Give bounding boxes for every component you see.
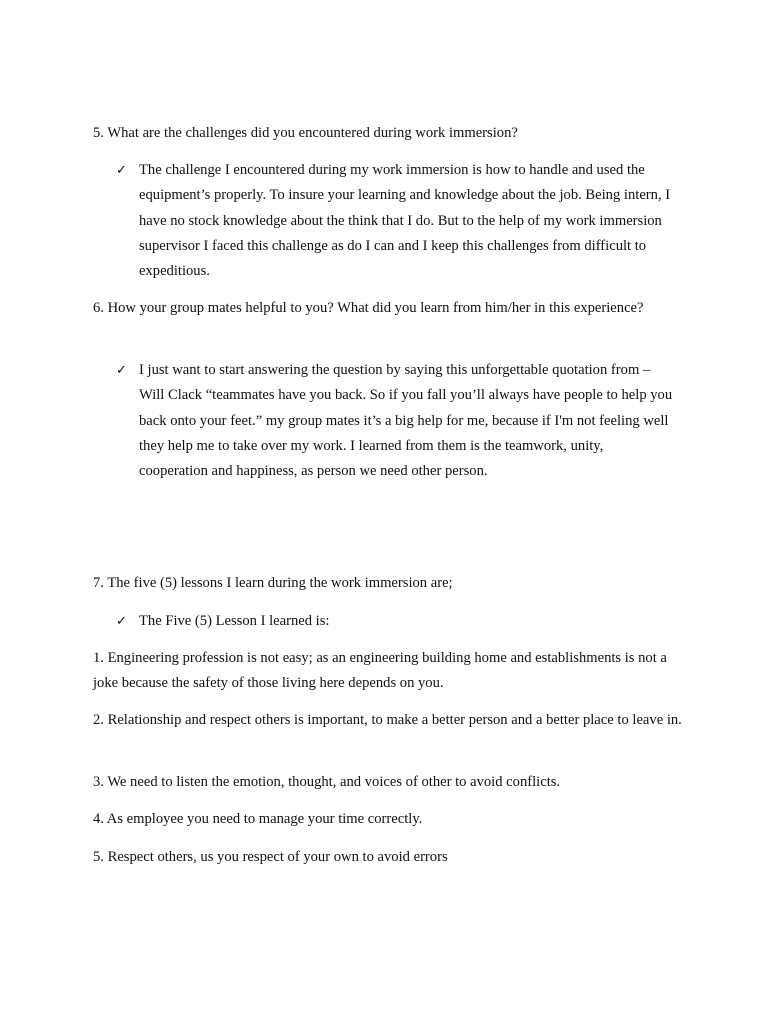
checkmark-icon: ✓	[116, 614, 127, 629]
answer-6-text: I just want to start answering the question by saying this unforgettable quotation from – Will Clack “teammates have you back. So if you fall you’ll always have people to help you back onto your feet.” my group mates it’s a big help for me, because if I'm not feeling well they help me to take over my work. I learned from them is the teamwork, unity, cooperation and happiness, as person we need other person.	[139, 362, 673, 480]
answer-7-text: The Five (5) Lesson I learned is:	[139, 613, 330, 629]
lesson-item: 2. Relationship and respect others is important, to make a better person and a better place to leave in.	[93, 712, 682, 728]
answer-5-text: The challenge I encountered during my work immersion is how to handle and used the equipment’s properly. To insure your learning and knowledge about the job. Being intern, I have no stock knowledge about the think that I do. But to the help of my work immersion supervisor I faced this challenge as do I can and I keep this challenges from difficult to expeditious.	[139, 162, 671, 280]
question-5: 5. What are the challenges did you encountered during work immersion?	[93, 125, 518, 141]
checkmark-icon: ✓	[116, 363, 127, 378]
lesson-item: 5. Respect others, us you respect of your own to avoid errors	[93, 849, 448, 865]
checkmark-icon: ✓	[116, 163, 127, 178]
question-7: 7. The five (5) lessons I learn during the work immersion are;	[93, 575, 453, 591]
question-6: 6. How your group mates helpful to you? What did you learn from him/her in this experience?	[93, 300, 644, 316]
lesson-item: 1. Engineering profession is not easy; as an engineering building home and establishments is not a joke because the safety of those living here depends on you.	[93, 650, 667, 692]
lesson-item: 3. We need to listen the emotion, thought, and voices of other to avoid conflicts.	[93, 774, 561, 790]
lesson-item: 4. As employee you need to manage your time correctly.	[93, 811, 423, 827]
